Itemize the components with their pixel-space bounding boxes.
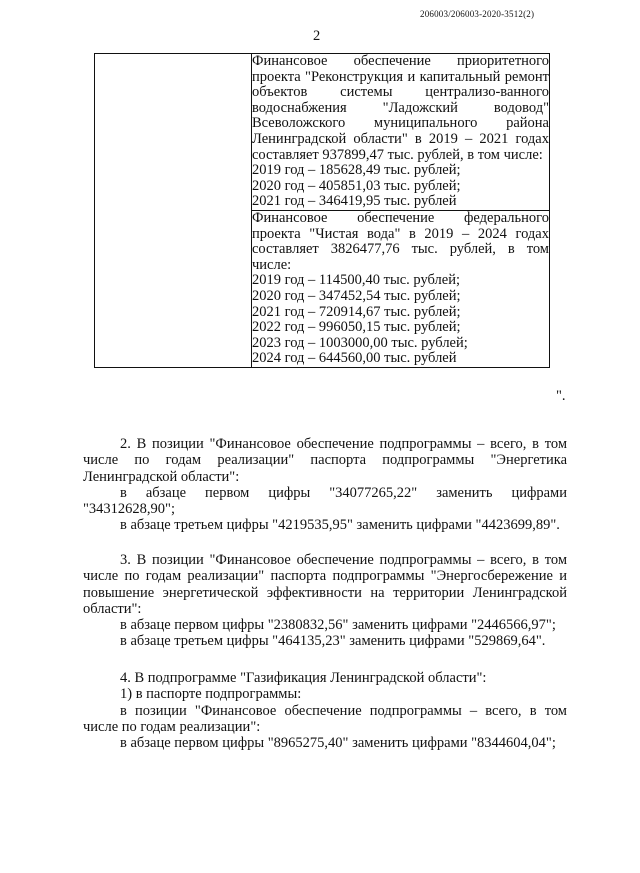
paragraph: в абзаце первом цифры "8965275,40" заменить цифрами "8344604,04"; [120, 735, 556, 752]
year-line: 2020 год – 405851,03 тыс. рублей; [252, 177, 461, 194]
year-line: 2023 год – 1003000,00 тыс. рублей; [252, 334, 468, 351]
amendment-4 [83, 670, 567, 751]
clean-water-financing-cell [252, 210, 550, 367]
year-line: 2019 год – 114500,40 тыс. рублей; [252, 272, 460, 289]
paragraph: 2. В позиции "Финансовое обеспечение подпрограммы – всего, в том числе по годам реализации" паспорта подпрограммы "Энергетика Ленинградской области": [83, 436, 567, 485]
clean-water-financing-text: Финансовое обеспечение федерального проекта "Чистая вода" в 2019 – 2024 годах составляет 3826477,76 тыс. рублей, в том числе: [252, 209, 549, 273]
document-code: 206003/206003-2020-3512(2) [420, 9, 535, 19]
year-line: 2021 год – 346419,95 тыс. рублей [252, 193, 457, 210]
paragraph: 1) в паспорте подпрограммы: [120, 686, 302, 703]
paragraph: в абзаце первом цифры "34077265,22" заменить цифрами "34312628,90"; [83, 484, 567, 518]
paragraph: в абзаце первом цифры "2380832,56" заменить цифрами "2446566,97"; [120, 617, 556, 634]
empty-left-cell [95, 54, 252, 368]
paragraph: 4. В подпрограмме "Газификация Ленинградской области": [120, 670, 487, 686]
ladoga-financing-text: Финансовое обеспечение приоритетного проекта "Реконструкция и капитальный ремонт объектов системы централизо-ванного водоснабжения "Ладожский водовод" Всеволожского муниципального района Ленинградской области" в 2019 – 2021 годах составляет 937899,47 тыс. рублей, в том числе: [252, 53, 549, 163]
year-line: 2021 год – 720914,67 тыс. рублей; [252, 303, 461, 320]
closing-quote: ". [556, 388, 566, 404]
paragraph: 3. В позиции "Финансовое обеспечение подпрограммы – всего, в том числе по годам реализации" паспорта подпрограммы "Энергосбережение и повышение энергетической эффективности на территории Ленинградской области": [83, 552, 567, 617]
paragraph: в позиции "Финансовое обеспечение подпрограммы – всего, в том числе по годам реализации": [83, 702, 567, 735]
amendment-3 [83, 552, 567, 650]
ladoga-financing-cell [252, 54, 550, 211]
year-line: 2019 год – 185628,49 тыс. рублей; [252, 162, 461, 179]
page-number: 2 [313, 28, 321, 44]
paragraph: в абзаце третьем цифры "4219535,95" заменить цифрами "4423699,89". [120, 517, 560, 534]
amendment-2 [83, 436, 567, 534]
table-row [95, 54, 550, 211]
paragraph: в абзаце третьем цифры "464135,23" заменить цифрами "529869,64". [120, 633, 546, 650]
year-line: 2024 год – 644560,00 тыс. рублей [252, 350, 457, 367]
year-line: 2020 год – 347452,54 тыс. рублей; [252, 287, 461, 304]
year-line: 2022 год – 996050,15 тыс. рублей; [252, 319, 461, 336]
financing-table [94, 53, 550, 368]
